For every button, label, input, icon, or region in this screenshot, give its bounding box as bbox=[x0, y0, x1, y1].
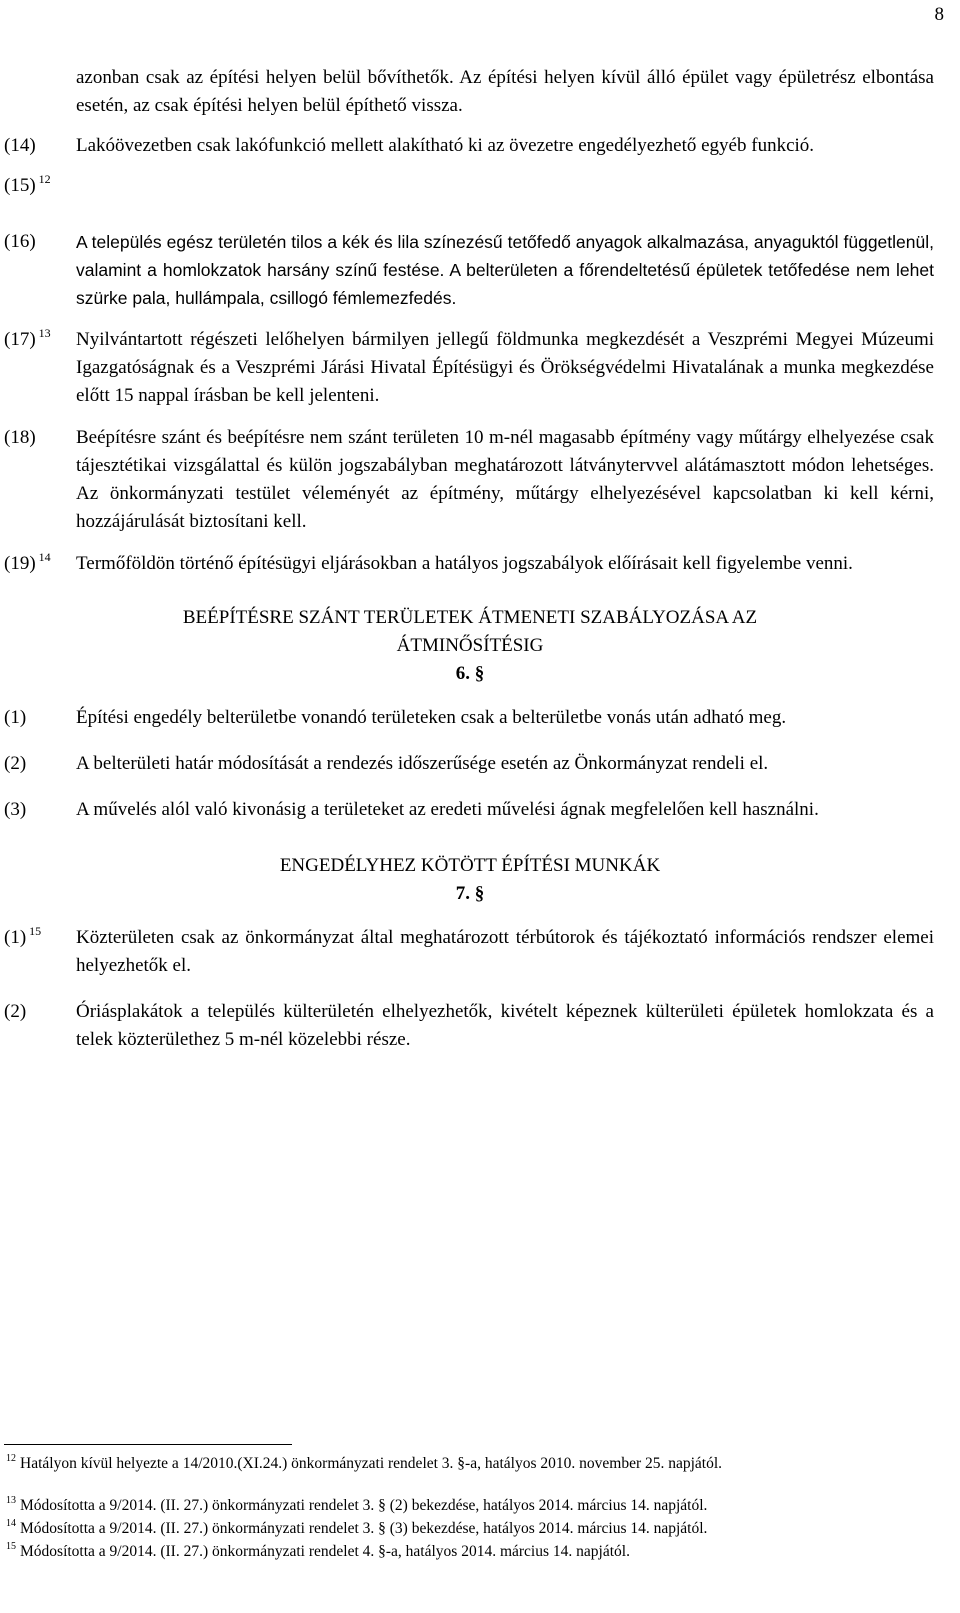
paragraph-text: Építési engedély belterületbe vonandó területeken csak a belterületbe vonás után adható meg. bbox=[76, 707, 787, 728]
paragraph-number bbox=[4, 172, 51, 200]
paragraph-text: azonban csak az építési helyen belül bővíthetők. Az építési helyen kívül álló épület vagy épületrész elbontása esetén, az csak építési helyen belül építhető vissza. bbox=[76, 67, 934, 116]
paragraph-number: (14) bbox=[4, 135, 36, 156]
section-7-paragraph-2 bbox=[0, 998, 960, 1054]
paragraph-text: Nyilvántartott régészeti lelőhelyen bármilyen jellegű földmunka megkezdését a Veszprémi Megyei Múzeumi Igazgatóságnak és a Veszprémi Járási Hivatal Építésügyi és Örökségvédelmi Hivatalának a munka megkezdése előtt 15 nappal írásban be kell jelenteni. bbox=[76, 329, 934, 406]
footnote-text: Módosította a 9/2014. (II. 27.) önkormányzati rendelet 3. § (3) bekezdése, hatályos 2014. március 14. napjától. bbox=[20, 1520, 708, 1537]
footnote-separator bbox=[4, 1444, 292, 1445]
paragraph-15 bbox=[0, 172, 960, 198]
paragraph-number-text: (1) bbox=[4, 927, 27, 948]
paragraph-number: (2) bbox=[4, 1001, 27, 1022]
paragraph-text: Közterületen csak az önkormányzat által meghatározott térbútorok és tájékoztató információs rendszer elemei helyezhetők el. bbox=[76, 927, 934, 976]
paragraph-16 bbox=[0, 228, 960, 312]
page-number: 8 bbox=[934, 4, 944, 25]
footnote-ref: 12 bbox=[38, 172, 51, 186]
section-6-heading-line1: BEÉPÍTÉSRE SZÁNT TERÜLETEK ÁTMENETI SZABÁLYOZÁSA AZ bbox=[182, 607, 758, 628]
footnote-text: Módosította a 9/2014. (II. 27.) önkormányzati rendelet 4. §-a, hatályos 2014. március 14. napjától. bbox=[20, 1543, 630, 1560]
paragraph-number: (1) bbox=[4, 707, 27, 728]
paragraph-text: A művelés alól való kivonásig a területeket az eredeti művelési ágnak megfelelően kell használni. bbox=[76, 799, 819, 820]
paragraph-text: Lakóövezetben csak lakófunkció mellett alakítható ki az övezetre engedélyezhető egyéb funkció. bbox=[76, 135, 815, 156]
section-6-paragraph-3 bbox=[0, 796, 960, 824]
paragraph-number: (2) bbox=[4, 753, 27, 774]
section-6-heading-line2: ÁTMINŐSÍTÉSIG bbox=[396, 635, 544, 656]
document-body bbox=[0, 64, 960, 1066]
paragraph-number: (3) bbox=[4, 799, 27, 820]
paragraph-number bbox=[4, 550, 51, 578]
paragraph-number bbox=[4, 924, 41, 952]
paragraph-18 bbox=[0, 424, 960, 536]
paragraph-number-text: (19) bbox=[4, 553, 36, 574]
section-7-paragraph-1 bbox=[0, 924, 960, 980]
footnote-ref: 13 bbox=[38, 326, 51, 340]
footnote-ref: 14 bbox=[38, 550, 51, 564]
paragraph-text: Termőföldön történő építésügyi eljárásokban a hatályos jogszabályok előírásait kell figyelembe venni. bbox=[76, 553, 853, 574]
footnote-ref: 15 bbox=[29, 924, 42, 938]
paragraph-text: Óriásplakátok a település külterületén elhelyezhetők, kivételt képeznek külterületi épületek homlokzata és a telek közterülethez 5 m-nél közelebbi része. bbox=[76, 1001, 934, 1050]
footnote-number: 15 bbox=[6, 1541, 16, 1552]
paragraph-text: A település egész területén tilos a kék és lila színezésű tetőfedő anyagok alkalmazása, anyaguktól függetlenül, valamint a homlokzatok harsány színű festése. A belterületen a főrendeltetésű épületek tetőfedése nem lehet szürke pala, hullámpala, csillogó fémlemezfedés. bbox=[76, 232, 934, 308]
section-7-mark: 7. § bbox=[455, 883, 485, 904]
section-7-heading: ENGEDÉLYHEZ KÖTÖTT ÉPÍTÉSI MUNKÁK bbox=[279, 855, 661, 876]
paragraph-number-text: (15) bbox=[4, 175, 36, 196]
paragraph-text: A belterületi határ módosítását a rendezés időszerűsége esetén az Önkormányzat rendeli el. bbox=[76, 753, 769, 774]
footnote-number: 12 bbox=[6, 1453, 16, 1464]
footnote-13 bbox=[6, 1496, 932, 1515]
paragraph-19 bbox=[0, 550, 960, 578]
footnote-12 bbox=[6, 1454, 932, 1473]
paragraph-number bbox=[4, 326, 51, 354]
paragraph-number: (16) bbox=[4, 231, 36, 252]
section-6-paragraph-1 bbox=[0, 704, 960, 732]
paragraph-continuation bbox=[0, 64, 960, 120]
paragraph-text: Beépítésre szánt és beépítésre nem szánt területen 10 m-nél magasabb építmény vagy műtárgy elhelyezése csak tájesztétikai vizsgálattal és külön jogszabályban meghatározott látványtervvel alátámasztott módon lehetséges. Az önkormányzati testület véleményét az építmény, műtárgy elhelyezésével kapcsolatban ki kell kérni, hozzájárulását biztosítani kell. bbox=[76, 427, 934, 532]
footnote-text: Hatályon kívül helyezte a 14/2010.(XI.24.) önkormányzati rendelet 3. §-a, hatályos 2010. november 25. napjától. bbox=[20, 1455, 723, 1472]
footnote-number: 13 bbox=[6, 1495, 16, 1506]
footnote-number: 14 bbox=[6, 1518, 16, 1529]
footnote-14 bbox=[6, 1519, 932, 1538]
footnote-text: Módosította a 9/2014. (II. 27.) önkormányzati rendelet 3. § (2) bekezdése, hatályos 2014. március 14. napjától. bbox=[20, 1497, 708, 1514]
paragraph-number-text: (17) bbox=[4, 329, 36, 350]
section-6-mark: 6. § bbox=[455, 663, 485, 684]
paragraph-number: (18) bbox=[4, 427, 36, 448]
section-6-paragraph-2 bbox=[0, 750, 960, 778]
paragraph-14 bbox=[0, 132, 960, 160]
paragraph-17 bbox=[0, 326, 960, 410]
footnote-15 bbox=[6, 1542, 932, 1561]
